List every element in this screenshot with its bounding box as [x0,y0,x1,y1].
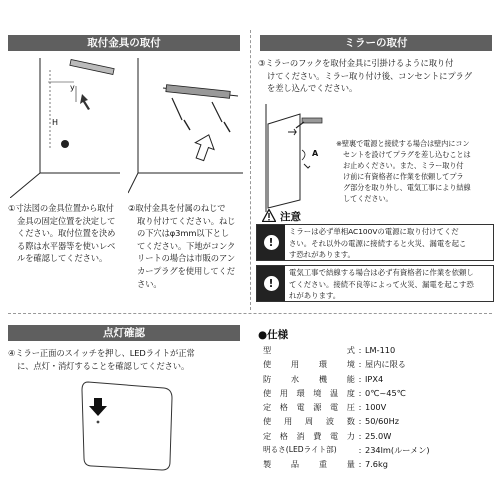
step-2-text [128,202,248,290]
note-line: お止めください。また、ミラー取り付 [343,161,464,170]
bracket-section-header: 取付金具の取付 [8,35,240,51]
spec-colon: : [358,416,362,427]
lighting-section-header: 点灯確認 [8,325,240,341]
step-2-line: リートの場合は市販のアン [137,253,236,264]
warning-line: てください。接続不良等によって火災、漏電を起こす恐 [289,279,474,289]
note-line: ※壁裏で電源と接続する場合は壁内にコン [336,139,470,148]
spec-row [263,386,495,400]
spec-row [263,357,495,371]
mirror-section-header: ミラーの取付 [260,35,492,51]
spec-colon: : [358,430,362,441]
mirror-hanging-figure [258,104,338,212]
step-2-line: てください。下地がコンク [137,240,236,251]
step-1-line: る際は水平器等を使いレベ [17,240,116,251]
spec-label: 防水機能 [263,373,355,384]
exclamation-icon: ! [264,235,279,250]
step-2-line: カープラグを使用してくだ [137,265,235,276]
note-line: セントを設けてプラグを差し込むことは [343,150,471,159]
spec-label: 定格消費電力 [263,430,355,441]
spec-row [263,400,495,414]
warning-line: れがあります。 [289,291,341,300]
step-2-line: ②取付金具を付属のねじで [128,203,226,213]
step-1-line: ルを確認してください。 [17,253,108,264]
warning-line: 電気工事で結線する場合は必ず有資格者に作業を依頼し [289,268,474,277]
spec-value: 100V [365,402,387,413]
mirror-switch-figure [80,378,176,474]
note-line: グ部分を取り外し、電気工事により結線 [343,183,471,192]
spec-row [263,457,495,471]
column-divider [250,30,251,310]
spec-colon: : [358,459,362,470]
spec-row [263,372,495,386]
spec-colon: : [358,402,362,413]
spec-value: 7.6kg [365,459,388,470]
step-2-line: の下穴はφ3mm以下とし [137,228,230,239]
warning-electrician [256,265,494,302]
exclamation-icon: ! [264,276,279,291]
spec-colon: : [358,373,362,384]
warning-electrician-text [285,266,493,301]
spec-label: 型式 [263,345,355,355]
step-2-line: 取り付けてください。ねじ [137,215,236,226]
spec-label: 明るさ(LEDライト部) [263,445,337,455]
warning-voltage-icon-cell [257,225,285,260]
section-divider [8,313,492,314]
step-3-line: を差し込んでください。 [267,83,358,94]
wall-wiring-note [336,138,496,204]
warning-line: す恐れがあります。 [289,250,355,259]
step-1-line: ください。取付位置を決め [17,228,116,239]
figure-label-h: H [52,118,58,127]
warning-electrician-icon-cell [257,266,285,301]
step-1-line: 金具の固定位置を決定して [17,215,116,226]
figure-label-y: y [70,83,75,92]
step-3-line: ③ミラーのフックを取付金具に引掛けるように取り付 [258,58,454,68]
spec-value: IPX4 [365,373,384,384]
spec-row [263,443,495,457]
step-3-line: けてください。ミラー取り付け後、コンセントにプラグ [267,70,472,81]
warning-voltage-text [285,225,493,260]
note-line: してください。 [343,194,393,203]
spec-label: 定格電源電圧 [263,402,355,413]
step-3-text [258,57,498,95]
spec-label: 使用環境 [263,359,355,370]
spec-value: 屋内に限る [365,359,406,370]
spec-value: LM-110 [365,345,396,355]
step-1-text [8,202,126,265]
step-4-text [8,347,253,372]
spec-colon: : [358,445,362,456]
warning-line: さい。それ以外の電源に接続すると火災、漏電を起こ [289,238,467,248]
spec-label: 使用環境温度 [263,387,355,398]
caution-heading: 注意 [280,211,301,223]
bracket-position-figure [10,58,120,198]
spec-row [263,429,495,443]
warning-triangle-icon [262,209,276,222]
warning-voltage [256,224,494,261]
spec-label: 使用周波数 [263,416,355,427]
spec-value: 234lm(ルーメン) [365,445,430,456]
spec-label: 製品重量 [263,459,355,470]
spec-row [263,343,495,357]
spec-value: 25.0W [365,430,392,441]
step-2-line: さい。 [137,278,162,289]
figure-label-a: A [312,149,319,158]
step-1-line: ①寸法図の金具位置から取付 [8,203,114,213]
spec-colon: : [358,359,362,370]
bracket-mounting-figure [128,58,243,198]
spec-value: 50/60Hz [365,416,400,427]
spec-row [263,414,495,428]
note-line: け前に有資格者に作業を依頼してプラ [343,172,464,181]
specs-table [263,343,495,472]
spec-value: 0℃~45℃ [365,387,406,398]
specs-title: ●仕様 [258,329,289,341]
spec-colon: : [358,387,362,398]
warning-line: ミラーは必ず単相AC100Vの電源に取り付けてくだ [289,227,459,236]
step-4-line: に、点灯・消灯することを確認してください。 [17,360,190,371]
step-4-line: ④ミラー正面のスイッチを押し、LEDライトが正常 [8,348,195,358]
spec-colon: : [358,345,362,355]
